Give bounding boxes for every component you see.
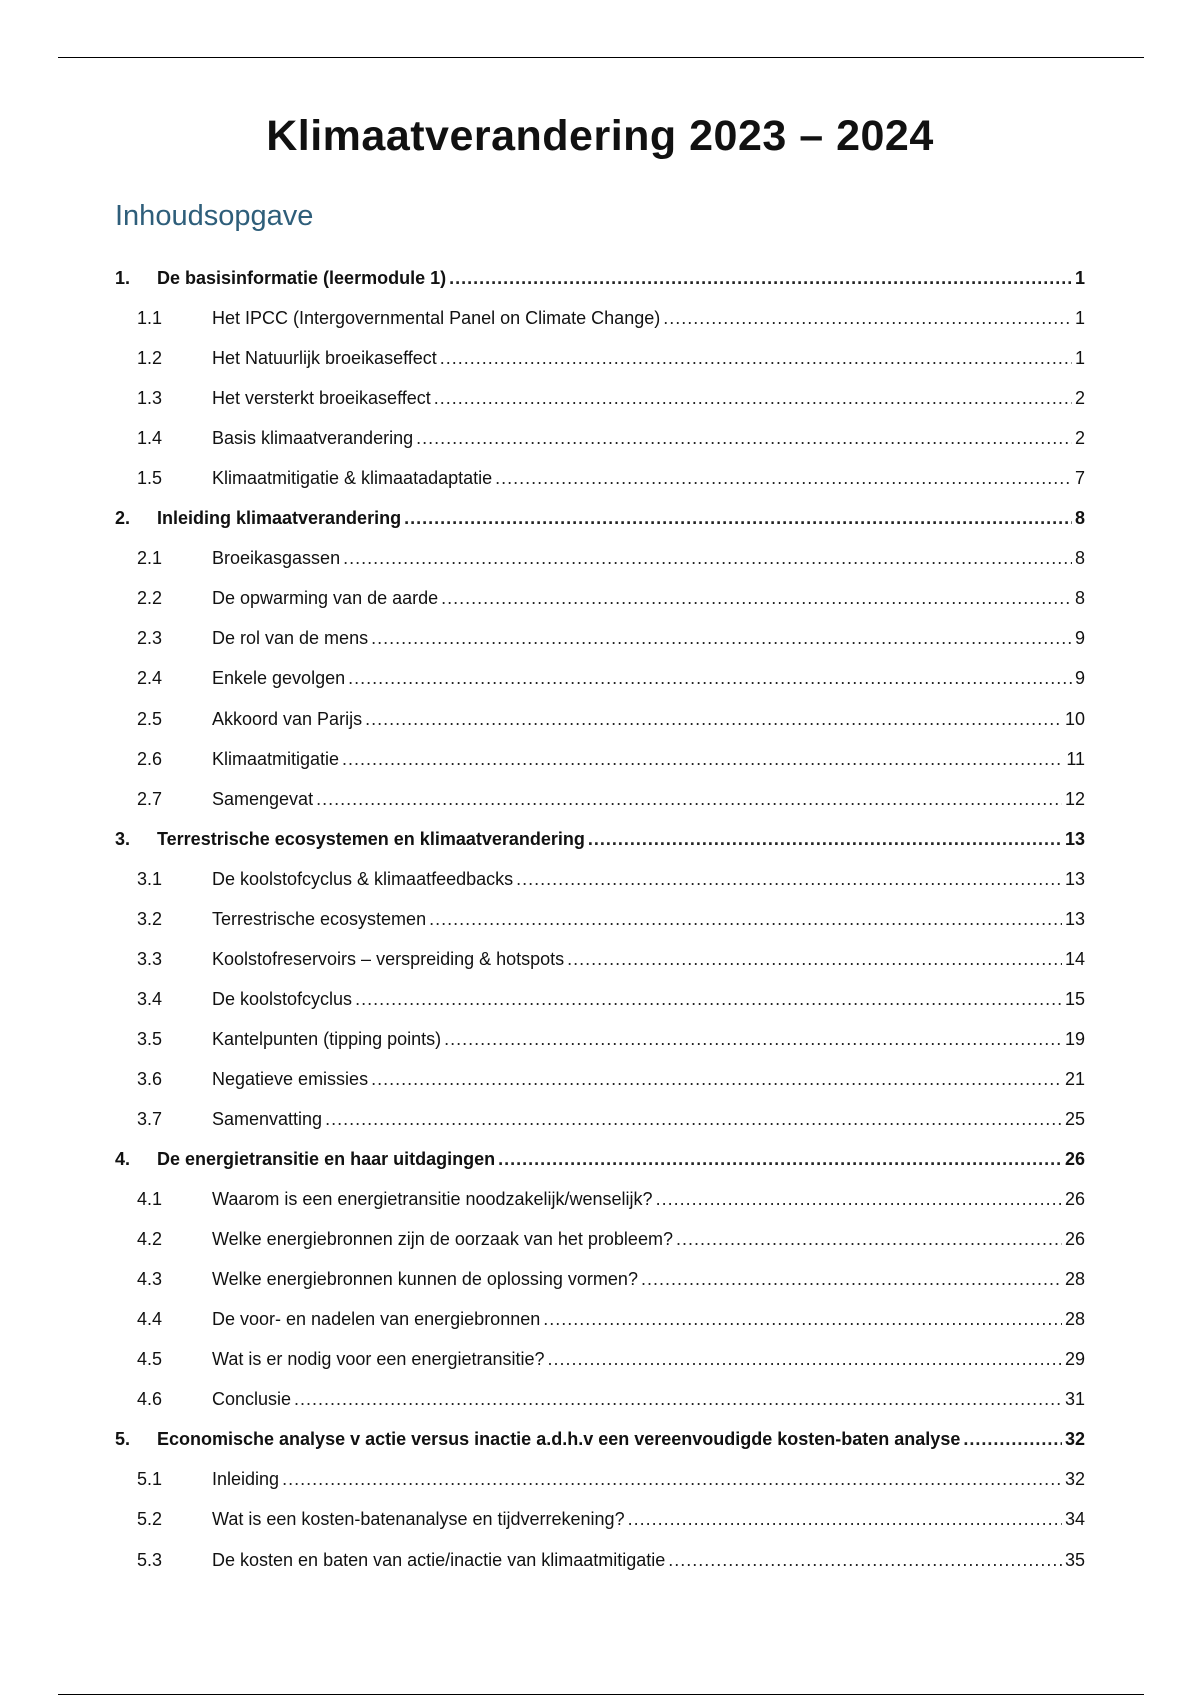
toc-dot-leader (325, 1099, 1062, 1139)
toc-entry-page-number: 9 (1074, 668, 1085, 689)
toc-dot-leader (440, 338, 1072, 378)
toc-chapter-entry[interactable] (115, 258, 1085, 298)
toc-entry-page-number: 9 (1074, 628, 1085, 649)
toc-dot-leader (588, 819, 1062, 859)
toc-section-entry[interactable] (115, 1299, 1085, 1339)
toc-dot-leader (641, 1259, 1062, 1299)
toc-entry-label: De koolstofcyclus (212, 988, 353, 1009)
toc-section-entry[interactable] (115, 739, 1085, 779)
toc-entry-number: 4.2 (137, 1229, 163, 1250)
table-of-contents (115, 258, 1085, 1580)
toc-entry-number: 5.3 (137, 1549, 163, 1570)
toc-dot-leader (429, 899, 1062, 939)
toc-section-entry[interactable] (115, 1379, 1085, 1419)
toc-entry-label: De opwarming van de aarde (212, 588, 439, 609)
toc-dot-leader (656, 1179, 1062, 1219)
toc-entry-label: Welke energiebronnen zijn de oorzaak van het probleem? (212, 1229, 673, 1250)
toc-section-entry[interactable] (115, 578, 1085, 618)
toc-entry-page-number: 28 (1064, 1309, 1085, 1330)
toc-section-entry[interactable] (115, 1059, 1085, 1099)
toc-entry-page-number: 26 (1064, 1189, 1085, 1210)
toc-dot-leader (316, 779, 1062, 819)
toc-dot-leader (495, 458, 1072, 498)
toc-entry-page-number: 19 (1064, 1028, 1085, 1049)
toc-entry-label: Samengevat (212, 788, 314, 809)
toc-dot-leader (543, 1299, 1062, 1339)
toc-entry-number: 4.1 (137, 1189, 163, 1210)
toc-entry-number: 2.2 (137, 588, 163, 609)
toc-dot-leader (449, 258, 1072, 298)
toc-entry-label: Kantelpunten (tipping points) (212, 1028, 442, 1049)
toc-dot-leader (348, 658, 1072, 698)
toc-entry-page-number: 2 (1074, 388, 1085, 409)
toc-entry-page-number: 29 (1064, 1349, 1085, 1370)
toc-entry-page-number: 26 (1064, 1229, 1085, 1250)
toc-section-entry[interactable] (115, 1540, 1085, 1580)
toc-entry-page-number: 10 (1064, 708, 1085, 729)
toc-dot-leader (498, 1139, 1062, 1179)
toc-entry-number: 4.6 (137, 1389, 163, 1410)
toc-entry-number: 4.5 (137, 1349, 163, 1370)
toc-section-entry[interactable] (115, 658, 1085, 698)
toc-section-entry[interactable] (115, 939, 1085, 979)
toc-entry-label: De energietransitie en haar uitdagingen (157, 1149, 496, 1170)
toc-entry-number: 3.2 (137, 908, 163, 929)
toc-entry-label: Waarom is een energietransitie noodzakelijk/wenselijk? (212, 1189, 653, 1210)
toc-entry-label: Broeikasgassen (212, 548, 341, 569)
toc-dot-leader (628, 1499, 1062, 1539)
toc-entry-page-number: 13 (1064, 828, 1085, 849)
toc-dot-leader (668, 1540, 1062, 1580)
toc-entry-page-number: 26 (1064, 1149, 1085, 1170)
toc-entry-page-number: 12 (1064, 788, 1085, 809)
toc-chapter-entry[interactable] (115, 819, 1085, 859)
toc-section-entry[interactable] (115, 779, 1085, 819)
toc-entry-number: 1. (115, 268, 131, 288)
toc-entry-number: 3. (115, 828, 131, 849)
toc-section-entry[interactable] (115, 1219, 1085, 1259)
toc-entry-label: De basisinformatie (leermodule 1) (157, 268, 447, 288)
toc-entry-page-number: 2 (1074, 428, 1085, 449)
toc-section-entry[interactable] (115, 1019, 1085, 1059)
toc-entry-label: Economische analyse v actie versus inactie a.d.h.v een vereenvoudigde kosten-baten analyse (157, 1429, 961, 1450)
toc-chapter-entry[interactable] (115, 1419, 1085, 1459)
toc-entry-page-number: 8 (1074, 588, 1085, 609)
toc-entry-page-number: 34 (1064, 1509, 1085, 1530)
toc-entry-number: 2. (115, 508, 131, 529)
toc-section-entry[interactable] (115, 859, 1085, 899)
toc-entry-number: 1.2 (137, 348, 163, 369)
toc-entry-number: 4.4 (137, 1309, 163, 1330)
toc-entry-page-number: 14 (1064, 948, 1085, 969)
toc-section-entry[interactable] (115, 1459, 1085, 1499)
toc-entry-label: Het Natuurlijk broeikaseffect (212, 348, 437, 369)
toc-dot-leader (548, 1339, 1062, 1379)
toc-entry-page-number: 1 (1074, 348, 1085, 369)
toc-entry-number: 5.1 (137, 1469, 163, 1490)
toc-entry-label: De voor- en nadelen van energiebronnen (212, 1309, 541, 1330)
toc-entry-number: 1.5 (137, 468, 163, 489)
toc-entry-label: Het IPCC (Intergovernmental Panel on Climate Change) (212, 308, 661, 329)
toc-dot-leader (371, 1059, 1062, 1099)
toc-entry-label: Het versterkt broeikaseffect (212, 388, 431, 409)
toc-entry-page-number: 21 (1064, 1068, 1085, 1089)
toc-dot-leader (365, 699, 1062, 739)
toc-dot-leader (516, 859, 1062, 899)
toc-entry-page-number: 31 (1064, 1389, 1085, 1410)
toc-entry-label: Koolstofreservoirs – verspreiding & hotspots (212, 948, 565, 969)
toc-entry-label: Terrestrische ecosystemen (212, 908, 427, 929)
toc-dot-leader (404, 498, 1072, 538)
toc-entry-page-number: 28 (1064, 1269, 1085, 1290)
document-title: Klimaatverandering 2023 – 2024 (266, 112, 934, 160)
toc-dot-leader (963, 1419, 1062, 1459)
toc-dot-leader (294, 1379, 1062, 1419)
toc-section-entry[interactable] (115, 899, 1085, 939)
toc-entry-label: Inleiding (212, 1469, 280, 1490)
toc-dot-leader (567, 939, 1062, 979)
toc-entry-label: Klimaatmitigatie & klimaatadaptatie (212, 468, 493, 489)
toc-entry-page-number: 1 (1074, 308, 1085, 329)
toc-entry-number: 5. (115, 1429, 131, 1450)
toc-dot-leader (342, 739, 1063, 779)
toc-entry-number: 2.5 (137, 708, 163, 729)
toc-entry-number: 1.4 (137, 428, 163, 449)
toc-entry-number: 4. (115, 1149, 131, 1170)
toc-section-entry[interactable] (115, 338, 1085, 378)
toc-entry-number: 1.1 (137, 308, 163, 329)
toc-entry-page-number: 8 (1074, 548, 1085, 569)
toc-entry-number: 2.7 (137, 788, 163, 809)
toc-section-entry[interactable] (115, 418, 1085, 458)
toc-entry-label: Klimaatmitigatie (212, 748, 340, 769)
toc-dot-leader (371, 618, 1072, 658)
toc-section-entry[interactable] (115, 618, 1085, 658)
footer-rule (58, 1694, 1144, 1695)
toc-entry-page-number: 1 (1074, 268, 1085, 288)
toc-entry-label: Akkoord van Parijs (212, 708, 363, 729)
toc-section-entry[interactable] (115, 1179, 1085, 1219)
toc-entry-number: 3.1 (137, 868, 163, 889)
toc-dot-leader (282, 1459, 1062, 1499)
toc-entry-number: 2.1 (137, 548, 163, 569)
toc-entry-page-number: 35 (1064, 1549, 1085, 1570)
toc-entry-label: De koolstofcyclus & klimaatfeedbacks (212, 868, 514, 889)
toc-entry-number: 3.3 (137, 948, 163, 969)
toc-section-entry[interactable] (115, 1499, 1085, 1539)
toc-entry-label: De rol van de mens (212, 628, 369, 649)
toc-entry-label: Terrestrische ecosystemen en klimaatverandering (157, 828, 585, 849)
toc-entry-label: Wat is een kosten-batenanalyse en tijdverrekening? (212, 1509, 625, 1530)
toc-dot-leader (663, 298, 1072, 338)
toc-entry-label: Enkele gevolgen (212, 668, 346, 689)
toc-dot-leader (434, 378, 1072, 418)
toc-entry-page-number: 32 (1064, 1429, 1085, 1450)
toc-entry-number: 2.3 (137, 628, 163, 649)
toc-section-entry[interactable] (115, 1099, 1085, 1139)
toc-section-entry[interactable] (115, 699, 1085, 739)
toc-entry-number: 3.4 (137, 988, 163, 1009)
toc-entry-number: 3.6 (137, 1068, 163, 1089)
toc-entry-number: 2.6 (137, 748, 163, 769)
toc-entry-label: Basis klimaatverandering (212, 428, 414, 449)
toc-entry-number: 2.4 (137, 668, 163, 689)
toc-entry-page-number: 8 (1074, 508, 1085, 529)
toc-entry-number: 5.2 (137, 1509, 163, 1530)
toc-entry-label: Wat is er nodig voor een energietransitie? (212, 1349, 545, 1370)
toc-section-entry[interactable] (115, 1259, 1085, 1299)
toc-chapter-entry[interactable] (115, 1139, 1085, 1179)
toc-section-entry[interactable] (115, 298, 1085, 338)
toc-section-entry[interactable] (115, 458, 1085, 498)
toc-dot-leader (444, 1019, 1062, 1059)
header-rule (58, 57, 1144, 58)
toc-entry-page-number: 11 (1066, 748, 1085, 769)
toc-entry-label: Conclusie (212, 1389, 292, 1410)
toc-dot-leader (343, 538, 1072, 578)
toc-entry-label: Negatieve emissies (212, 1068, 369, 1089)
toc-heading: Inhoudsopgave (115, 200, 314, 232)
toc-dot-leader (355, 979, 1062, 1019)
toc-entry-page-number: 32 (1064, 1469, 1085, 1490)
toc-entry-page-number: 15 (1064, 988, 1085, 1009)
toc-chapter-entry[interactable] (115, 498, 1085, 538)
toc-section-entry[interactable] (115, 1339, 1085, 1379)
toc-dot-leader (676, 1219, 1062, 1259)
toc-entry-page-number: 7 (1074, 468, 1085, 489)
toc-entry-label: De kosten en baten van actie/inactie van klimaatmitigatie (212, 1549, 666, 1570)
toc-entry-number: 1.3 (137, 388, 163, 409)
toc-section-entry[interactable] (115, 378, 1085, 418)
toc-entry-number: 3.5 (137, 1028, 163, 1049)
toc-entry-page-number: 13 (1064, 908, 1085, 929)
toc-entry-label: Welke energiebronnen kunnen de oplossing vormen? (212, 1269, 638, 1290)
toc-entry-number: 3.7 (137, 1108, 163, 1129)
toc-entry-label: Samenvatting (212, 1108, 323, 1129)
toc-entry-page-number: 13 (1064, 868, 1085, 889)
toc-entry-page-number: 25 (1064, 1108, 1085, 1129)
toc-section-entry[interactable] (115, 538, 1085, 578)
toc-entry-number: 4.3 (137, 1269, 163, 1290)
toc-dot-leader (416, 418, 1072, 458)
toc-section-entry[interactable] (115, 979, 1085, 1019)
toc-entry-label: Inleiding klimaatverandering (157, 508, 402, 529)
toc-dot-leader (441, 578, 1072, 618)
